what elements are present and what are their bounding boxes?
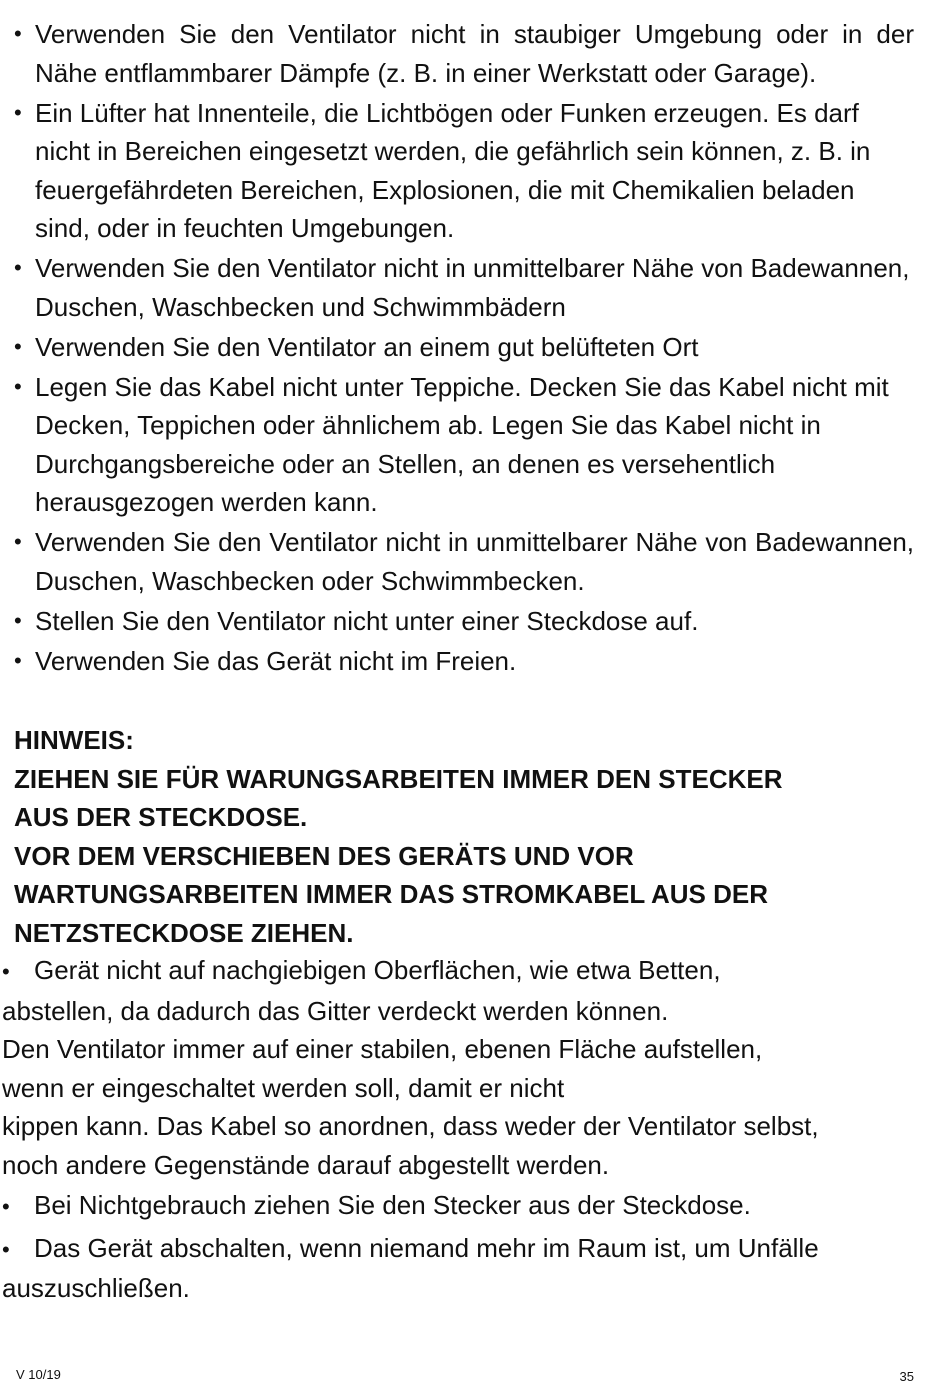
instruction-text: Gerät nicht auf nachgiebigen Oberflächen, wie etwa Betten,: [34, 955, 721, 985]
safety-bullet-item: [14, 523, 914, 600]
bullet-text: Verwenden Sie das Gerät nicht im Freien.: [35, 646, 517, 677]
bullet-icon: •: [14, 333, 22, 359]
version-label: V 10/19: [16, 1367, 61, 1382]
bullet-text: Verwenden Sie den Ventilator nicht in unmittelbarer Nähe von Badewannen, Duschen, Waschbecken oder Schwimmbecken.: [35, 527, 914, 596]
instruction-text: Das Gerät abschalten, wenn niemand mehr im Raum ist, um Unfälle: [34, 1232, 819, 1263]
bullet-text: Legen Sie das Kabel nicht unter Teppiche. Decken Sie das Kabel nicht mit Decken, Teppichen oder ähnlichem ab. Legen Sie das Kabel nicht in Durchgangsbereiche oder an Stellen, an denen es versehentlich herausgezogen werden kann.: [35, 371, 889, 518]
instruction-line: auszuschließen.: [2, 1273, 190, 1303]
notice-line: WARTUNGSARBEITEN IMMER DAS STROMKABEL AUS DER: [14, 879, 769, 909]
instruction-line: [2, 951, 917, 992]
notice-line: ZIEHEN SIE FÜR WARUNGSARBEITEN IMMER DEN STECKER: [14, 763, 783, 794]
notice-line: NETZSTECKDOSE ZIEHEN.: [14, 917, 354, 948]
safety-bullet-item: [14, 249, 914, 326]
instruction-line: wenn er eingeschaltet werden soll, damit er nicht: [2, 1072, 565, 1103]
safety-bullet-item: [14, 94, 914, 248]
safety-bullet-item: [14, 368, 914, 522]
lower-instructions: [2, 951, 917, 1308]
bullet-icon: •: [14, 529, 22, 555]
bullet-icon: •: [14, 21, 22, 46]
safety-bullet-item: [14, 642, 914, 681]
notice-line: AUS DER STECKDOSE.: [14, 802, 308, 832]
bullet-icon: •: [2, 959, 10, 984]
safety-bullet-list: [14, 15, 914, 682]
safety-bullet-item: [14, 15, 914, 92]
bullet-icon: •: [2, 1236, 10, 1262]
instruction-line: Den Ventilator immer auf einer stabilen, ebenen Fläche aufstellen,: [2, 1034, 763, 1064]
bullet-icon: •: [14, 608, 22, 634]
safety-bullet-item: [14, 328, 914, 367]
bullet-icon: •: [14, 99, 22, 125]
bullet-text: Verwenden Sie den Ventilator an einem gut belüfteten Ort: [35, 331, 699, 362]
safety-bullet-item: [14, 602, 914, 641]
bullet-icon: •: [14, 648, 22, 674]
page-number: 35: [899, 1369, 914, 1384]
bullet-text: Stellen Sie den Ventilator nicht unter einer Steckdose auf.: [35, 606, 699, 637]
instruction-line: [2, 1186, 917, 1227]
bullet-text: Verwenden Sie den Ventilator nicht in unmittelbarer Nähe von Badewannen, Duschen, Waschbecken und Schwimmbädern: [35, 253, 910, 322]
bullet-icon: •: [14, 255, 22, 281]
instruction-line: [2, 1229, 917, 1270]
notice-line: VOR DEM VERSCHIEBEN DES GERÄTS UND VOR: [14, 840, 634, 871]
notice-heading: HINWEIS:: [14, 725, 134, 755]
bullet-icon: •: [14, 373, 22, 399]
instruction-line: noch andere Gegenstände darauf abgestellt werden.: [2, 1149, 610, 1180]
instruction-line: abstellen, da dadurch das Gitter verdeckt werden können.: [2, 995, 669, 1026]
bullet-text: Verwenden Sie den Ventilator nicht in staubiger Umgebung oder in der Nähe entflammbarer Dämpfe (z. B. in einer Werkstatt oder Garage).: [35, 19, 914, 88]
bullet-icon: •: [2, 1194, 10, 1219]
instruction-line: kippen kann. Das Kabel so anordnen, dass weder der Ventilator selbst,: [2, 1111, 819, 1141]
bullet-text: Ein Lüfter hat Innenteile, die Lichtbögen oder Funken erzeugen. Es darf nicht in Bereichen eingesetzt werden, die gefährlich sein können, z. B. in feuergefährdeten Bereichen, Explosionen, die mit Chemikalien beladen sind, oder in feuchten Umgebungen.: [35, 97, 871, 244]
instruction-text: Bei Nichtgebrauch ziehen Sie den Stecker aus der Steckdose.: [34, 1190, 751, 1220]
notice-block: [14, 721, 914, 952]
